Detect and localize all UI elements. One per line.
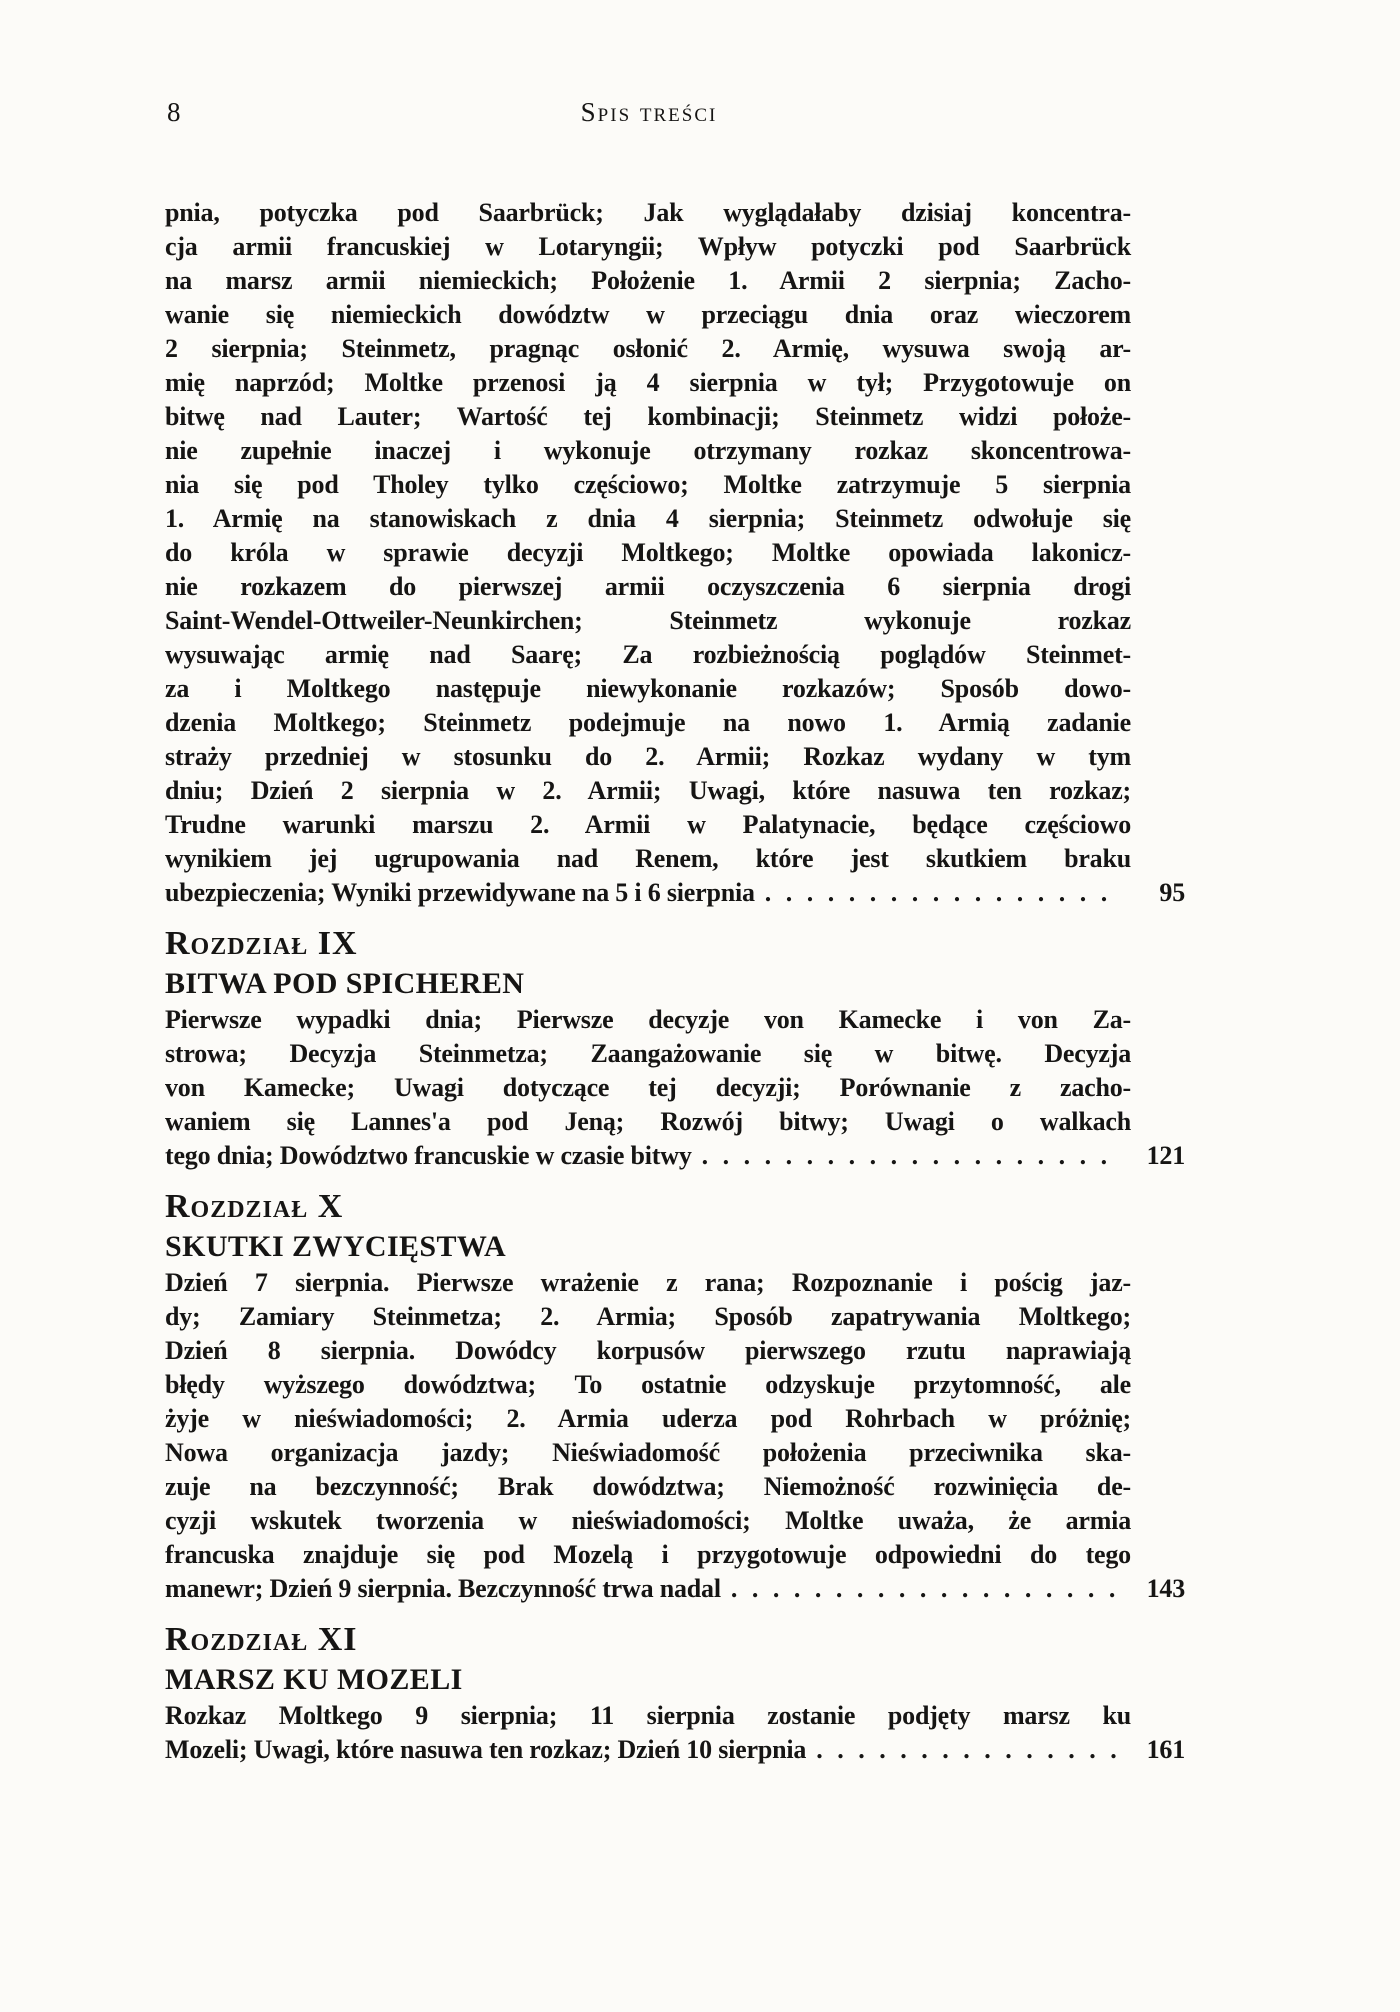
toc-line: Saint-Wendel-Ottweiler-Neunkirchen; Steinmetz wykonuje rozkaz xyxy=(165,606,1131,635)
toc-line: Nowa organizacja jazdy; Nieświadomość położenia przeciwnika ska- xyxy=(165,1438,1131,1467)
dot-leader xyxy=(702,1139,1119,1173)
toc-line: nie zupełnie inaczej i wykonuje otrzymany rozkaz skoncentrowa- xyxy=(165,436,1131,465)
toc-line: dzenia Moltkego; Steinmetz podejmuje na nowo 1. Armią zadanie xyxy=(165,708,1131,737)
toc-line: von Kamecke; Uwagi dotyczące tej decyzji; Porównanie z zacho- xyxy=(165,1073,1131,1102)
toc-line: za i Moltkego następuje niewykonanie rozkazów; Sposób dowo- xyxy=(165,674,1131,703)
toc-line: błędy wyższego dowództwa; To ostatnie odzyskuje przytomność, ale xyxy=(165,1370,1131,1399)
toc-line: cja armii francuskiej w Lotaryngii; Wpływ potyczki pod Saarbrück xyxy=(165,232,1131,261)
dot-leader xyxy=(731,1572,1119,1606)
toc-final-text: Mozeli; Uwagi, które nasuwa ten rozkaz; Dzień 10 sierpnia xyxy=(165,1735,807,1764)
toc-line: bitwę nad Lauter; Wartość tej kombinacji; Steinmetz widzi położe- xyxy=(165,402,1131,431)
page-ref: 95 xyxy=(1159,878,1185,907)
toc-line: wanie się niemieckich dowództw w przeciągu dnia oraz wieczorem xyxy=(165,300,1131,329)
toc-line: zuje na bezczynność; Brak dowództwa; Niemożność rozwinięcia de- xyxy=(165,1472,1131,1501)
toc-final-line xyxy=(165,1139,1185,1173)
running-head xyxy=(165,96,1133,132)
chapter-label: Rozdział XI xyxy=(165,1621,358,1658)
toc-line: francuska znajduje się pod Mozelą i przygotowuje odpowiedni do tego xyxy=(165,1540,1131,1569)
chapter-title: MARSZ KU MOZELI xyxy=(165,1663,463,1696)
toc-line: do króla w sprawie decyzji Moltkego; Moltke opowiada lakonicz- xyxy=(165,538,1131,567)
page-ref: 143 xyxy=(1146,1574,1185,1603)
toc-line: na marsz armii niemieckich; Położenie 1. Armii 2 sierpnia; Zacho- xyxy=(165,266,1131,295)
table-of-contents xyxy=(165,196,1185,1767)
toc-line: wysuwając armię nad Saarę; Za rozbieżnością poglądów Steinmet- xyxy=(165,640,1131,669)
page-ref: 121 xyxy=(1146,1141,1185,1170)
toc-line: cyzji wskutek tworzenia w nieświadomości; Moltke uważa, że armia xyxy=(165,1506,1131,1535)
toc-section xyxy=(165,196,1185,910)
toc-final-text: manewr; Dzień 9 sierpnia. Bezczynność trwa nadal xyxy=(165,1574,721,1603)
toc-line: Dzień 8 sierpnia. Dowódcy korpusów pierwszego rzutu naprawiają xyxy=(165,1336,1131,1365)
chapter-title: BITWA POD SPICHEREN xyxy=(165,967,525,1000)
toc-line: żyje w nieświadomości; 2. Armia uderza pod Rohrbach w próżnię; xyxy=(165,1404,1131,1433)
toc-line: nie rozkazem do pierwszej armii oczyszczenia 6 sierpnia drogi xyxy=(165,572,1131,601)
toc-final-line xyxy=(165,876,1185,910)
toc-line: wynikiem jej ugrupowania nad Renem, które jest skutkiem braku xyxy=(165,844,1131,873)
toc-line: Rozkaz Moltkego 9 sierpnia; 11 sierpnia zostanie podjęty marsz ku xyxy=(165,1701,1131,1730)
chapter-title: SKUTKI ZWYCIĘSTWA xyxy=(165,1230,507,1263)
dot-leader xyxy=(765,876,1119,910)
running-head-title: Spis treści xyxy=(580,97,718,127)
dot-leader xyxy=(816,1733,1119,1767)
toc-section xyxy=(165,1619,1185,1767)
toc-line: mię naprzód; Moltke przenosi ją 4 sierpnia w tył; Przygotowuje on xyxy=(165,368,1131,397)
page-ref: 161 xyxy=(1146,1735,1185,1764)
page-folio-number: 8 xyxy=(167,97,181,127)
toc-line: waniem się Lannes'a pod Jeną; Rozwój bitwy; Uwagi o walkach xyxy=(165,1107,1131,1136)
toc-line: pnia, potyczka pod Saarbrück; Jak wyglądałaby dzisiaj koncentra- xyxy=(165,198,1131,227)
toc-line: straży przedniej w stosunku do 2. Armii; Rozkaz wydany w tym xyxy=(165,742,1131,771)
toc-line: Pierwsze wypadki dnia; Pierwsze decyzje von Kamecke i von Za- xyxy=(165,1005,1131,1034)
toc-line: 2 sierpnia; Steinmetz, pragnąc osłonić 2. Armię, wysuwa swoją ar- xyxy=(165,334,1131,363)
chapter-label: Rozdział IX xyxy=(165,925,358,962)
toc-line: 1. Armię na stanowiskach z dnia 4 sierpnia; Steinmetz odwołuje się xyxy=(165,504,1131,533)
toc-line: strowa; Decyzja Steinmetza; Zaangażowanie się w bitwę. Decyzja xyxy=(165,1039,1131,1068)
toc-line: dy; Zamiary Steinmetza; 2. Armia; Sposób zapatrywania Moltkego; xyxy=(165,1302,1131,1331)
toc-final-text: tego dnia; Dowództwo francuskie w czasie bitwy xyxy=(165,1141,692,1170)
chapter-label: Rozdział X xyxy=(165,1188,344,1225)
toc-final-line xyxy=(165,1572,1185,1606)
toc-final-text: ubezpieczenia; Wyniki przewidywane na 5 i 6 sierpnia xyxy=(165,878,755,907)
toc-line: Trudne warunki marszu 2. Armii w Palatynacie, będące częściowo xyxy=(165,810,1131,839)
toc-section xyxy=(165,1186,1185,1606)
toc-line: dniu; Dzień 2 sierpnia w 2. Armii; Uwagi, które nasuwa ten rozkaz; xyxy=(165,776,1131,805)
toc-line: nia się pod Tholey tylko częściowo; Moltke zatrzymuje 5 sierpnia xyxy=(165,470,1131,499)
toc-final-line xyxy=(165,1733,1185,1767)
toc-line: Dzień 7 sierpnia. Pierwsze wrażenie z rana; Rozpoznanie i pościg jaz- xyxy=(165,1268,1131,1297)
toc-section xyxy=(165,923,1185,1173)
